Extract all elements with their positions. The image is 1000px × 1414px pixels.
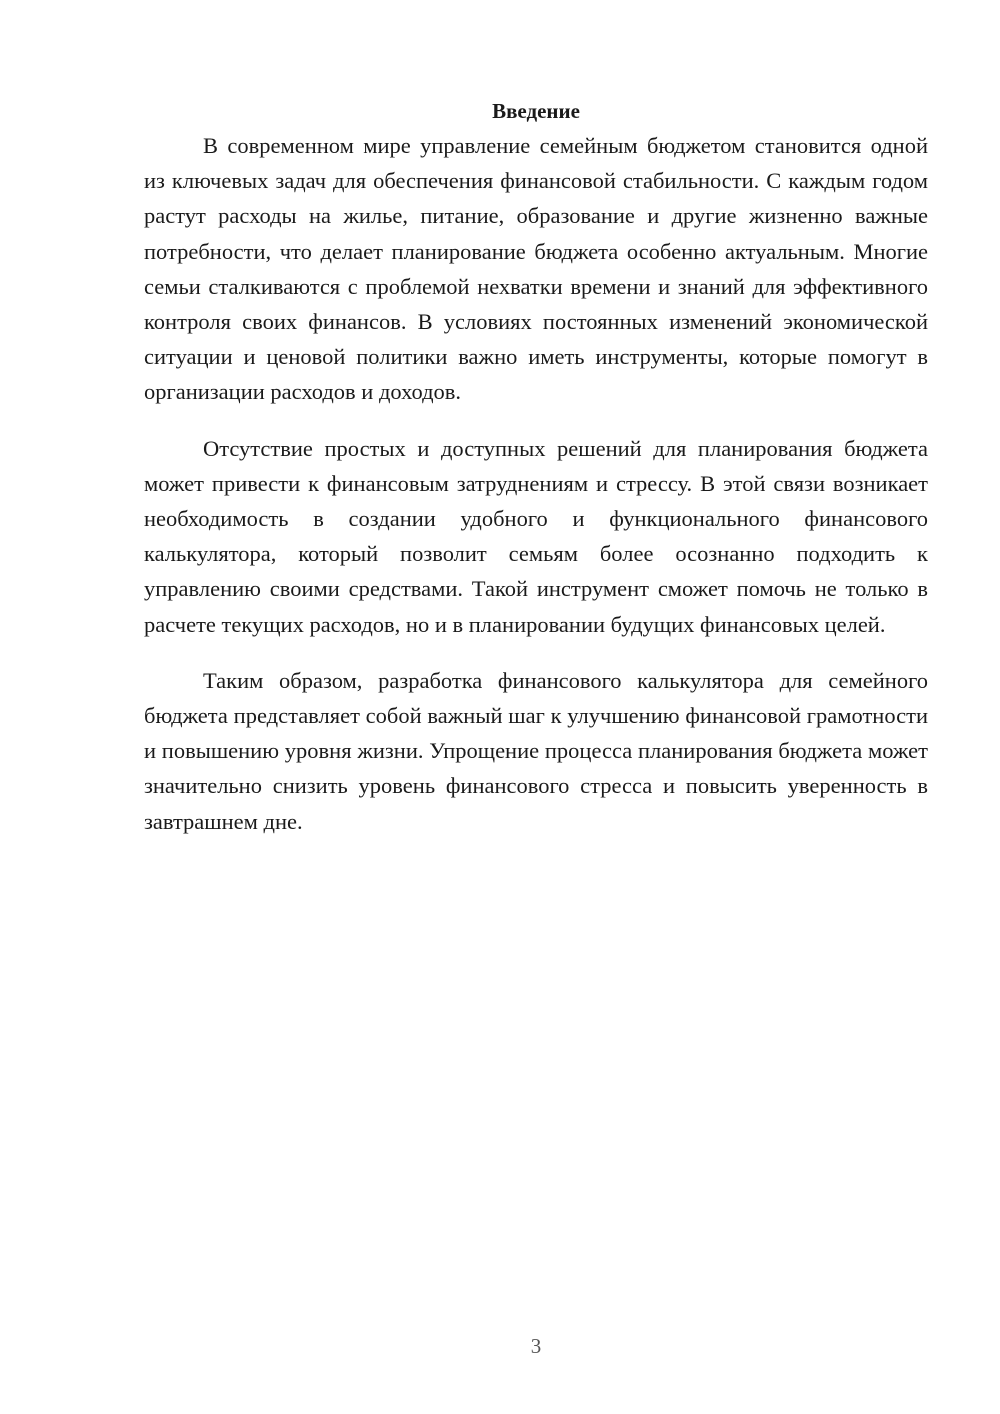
paragraph-2: Отсутствие простых и доступных решений для планирования бюджета может привести к финансовым затруднениям и стрессу. В этой связи возникает необходимость в создании удобного и функционального финансового калькулятора, который позволит семьям более осознанно подходить к управлению своими средствами. Такой инструмент сможет помочь не только в расчете текущих расходов, но и в планировании будущих финансовых целей.: [144, 435, 928, 637]
paragraph-3: Таким образом, разработка финансового калькулятора для семейного бюджета представляет собой важный шаг к улучшению финансовой грамотности и повышению уровня жизни. Упрощение процесса планирования бюджета может значительно снизить уровень финансового стресса и повысить уверенность в завтрашнем дне.: [144, 667, 928, 834]
page-number: 3: [530, 1334, 542, 1358]
section-title: Введение: [492, 99, 580, 123]
page-content: [144, 96, 928, 860]
paragraph-1: В современном мире управление семейным бюджетом становится одной из ключевых задач для обеспечения финансовой стабильности. С каждым годом растут расходы на жилье, питание, образование и другие жизненно важные потребности, что делает планирование бюджета особенно актуальным. Многие семьи сталкиваются с проблемой нехватки времени и знаний для эффективного контроля своих финансов. В условиях постоянных изменений экономической ситуации и ценовой политики важно иметь инструменты, которые помогут в организации расходов и доходов.: [144, 133, 928, 405]
